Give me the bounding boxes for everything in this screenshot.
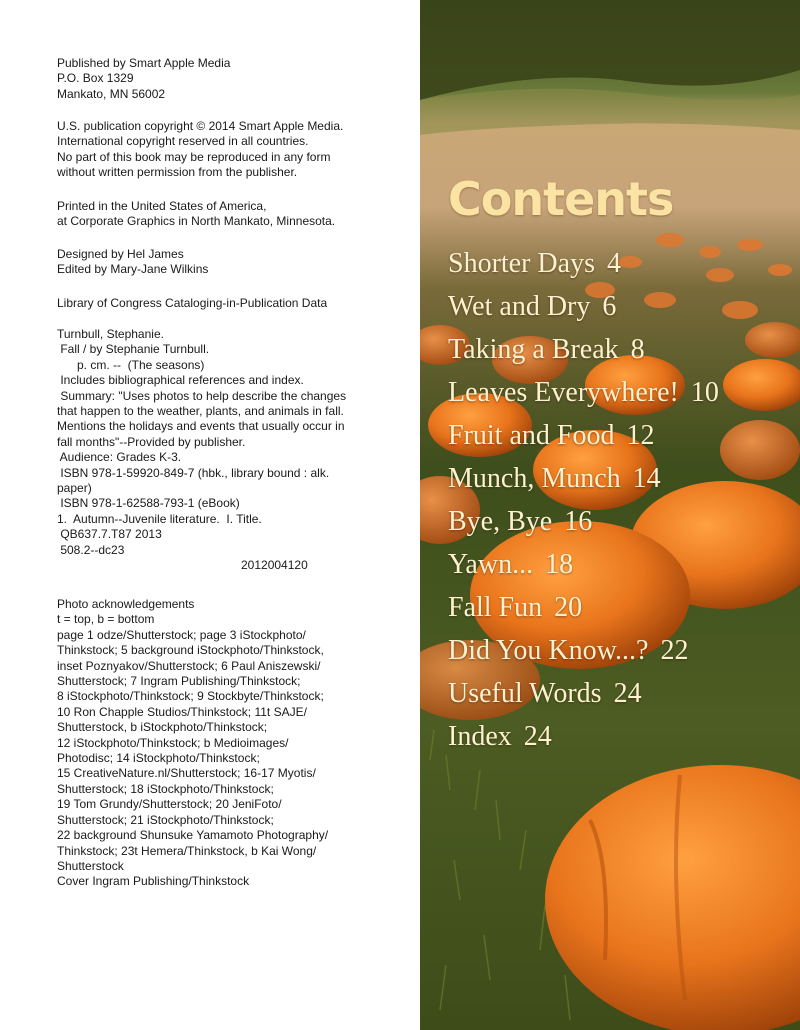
toc-item-page: 12 — [626, 420, 655, 451]
text-line: that happen to the weather, plants, and animals in fall. — [57, 404, 344, 419]
toc-item-page: 24 — [523, 721, 552, 752]
text-line: Designed by Hel James — [57, 247, 184, 261]
text-line: Shutterstock; 21 iStockphoto/Thinkstock; — [57, 812, 274, 827]
text-line: Library of Congress Cataloging-in-Publication Data — [57, 296, 328, 310]
text-line: 19 Tom Grundy/Shutterstock; 20 JeniFoto/ — [57, 797, 282, 812]
text-line: Edited by Mary-Jane Wilkins — [57, 262, 209, 277]
toc-item-label: Useful Words — [448, 678, 602, 709]
toc-item[interactable] — [448, 715, 719, 758]
text-line: 15 CreativeNature.nl/Shutterstock; 16-17 Myotis/ — [57, 766, 316, 781]
text-line: Photo acknowledgements — [57, 597, 195, 611]
cip-block — [57, 327, 346, 574]
text-line: Printed in the United States of America, — [57, 199, 267, 213]
toc-item[interactable] — [448, 629, 719, 672]
text-line: Shutterstock; 7 Ingram Publishing/Thinkstock; — [57, 674, 301, 689]
toc-item-label: Leaves Everywhere! — [448, 377, 679, 408]
text-line: International copyright reserved in all countries. — [57, 134, 309, 149]
text-line: inset Poznyakov/Shutterstock; 6 Paul Aniszewski/ — [57, 658, 321, 673]
contents-title: Contents — [448, 172, 674, 226]
photo-acknowledgements — [57, 597, 328, 890]
text-line: paper) — [57, 481, 92, 496]
text-line: No part of this book may be reproduced in any form — [57, 149, 331, 164]
text-line: ISBN 978-1-59920-849-7 (hbk., library bound : alk. — [57, 465, 330, 480]
toc-item-page: 20 — [554, 592, 583, 623]
text-line: Thinkstock; 23t Hemera/Thinkstock, b Kai Wong/ — [57, 843, 317, 858]
text-line: Shutterstock — [57, 858, 124, 873]
text-line: t = top, b = bottom — [57, 612, 155, 627]
toc-item-page: 18 — [545, 549, 574, 580]
toc-item[interactable] — [448, 242, 719, 285]
text-line: Audience: Grades K-3. — [57, 450, 182, 465]
text-line: Summary: "Uses photos to help describe the changes — [57, 388, 347, 403]
toc-item-label: Yawn... — [448, 549, 534, 580]
toc-item-label: Shorter Days — [448, 248, 595, 279]
toc-item[interactable] — [448, 500, 719, 543]
credits-block — [57, 247, 208, 278]
toc-item-label: Fall Fun — [448, 592, 543, 623]
text-line: fall months"--Provided by publisher. — [57, 434, 246, 449]
toc-item-label: Taking a Break — [448, 334, 619, 365]
text-line: p. cm. -- (The seasons) — [57, 357, 205, 372]
text-line: Fall / by Stephanie Turnbull. — [57, 342, 210, 357]
toc-item-page: 14 — [632, 463, 661, 494]
toc-item-label: Fruit and Food — [448, 420, 615, 451]
text-line: page 1 odze/Shutterstock; page 3 iStockphoto/ — [57, 627, 306, 642]
text-line: P.O. Box 1329 — [57, 71, 134, 86]
toc-item-page: 22 — [660, 635, 689, 666]
text-line: Shutterstock, b iStockphoto/Thinkstock; — [57, 720, 268, 735]
text-line: Published by Smart Apple Media — [57, 56, 231, 70]
toc-item-label: Index — [448, 721, 512, 752]
text-line: 8 iStockphoto/Thinkstock; 9 Stockbyte/Thinkstock; — [57, 689, 324, 704]
text-line: U.S. publication copyright © 2014 Smart Apple Media. — [57, 119, 344, 133]
toc-item-page: 10 — [690, 377, 719, 408]
text-line: 12 iStockphoto/Thinkstock; b Medioimages/ — [57, 735, 289, 750]
text-line: 508.2--dc23 — [57, 542, 125, 557]
toc-item[interactable] — [448, 328, 719, 371]
toc-item[interactable] — [448, 543, 719, 586]
contents-page — [420, 0, 800, 1030]
publisher-block — [57, 56, 230, 102]
text-line: Cover Ingram Publishing/Thinkstock — [57, 874, 250, 889]
text-line: ISBN 978-1-62588-793-1 (eBook) — [57, 496, 240, 511]
printing-block — [57, 199, 335, 230]
toc-item[interactable] — [448, 586, 719, 629]
toc-item-page: 8 — [630, 334, 645, 365]
toc-item-label: Wet and Dry — [448, 291, 591, 322]
text-line: Turnbull, Stephanie. — [57, 327, 164, 341]
text-line: 1. Autumn--Juvenile literature. I. Title. — [57, 511, 262, 526]
text-line: 10 Ron Chapple Studios/Thinkstock; 11t SAJE/ — [57, 704, 307, 719]
toc-item-label: Munch, Munch — [448, 463, 621, 494]
toc-item[interactable] — [448, 285, 719, 328]
toc-item-page: 16 — [564, 506, 593, 537]
toc-item-label: Bye, Bye — [448, 506, 553, 537]
text-line: Mankato, MN 56002 — [57, 86, 166, 101]
toc-item[interactable] — [448, 672, 719, 715]
copyright-block — [57, 119, 343, 181]
text-line: Includes bibliographical references and index. — [57, 373, 304, 388]
toc-item-page: 4 — [606, 248, 621, 279]
text-line: without written permission from the publisher. — [57, 165, 298, 180]
cip-heading — [57, 296, 327, 311]
text-line: Mentions the holidays and events that usually occur in — [57, 419, 345, 434]
text-line: Photodisc; 14 iStockphoto/Thinkstock; — [57, 751, 260, 766]
table-of-contents — [448, 242, 719, 758]
toc-item-page: 24 — [613, 678, 642, 709]
text-line: Thinkstock; 5 background iStockphoto/Thinkstock, — [57, 643, 324, 658]
toc-item[interactable] — [448, 457, 719, 500]
text-line: Shutterstock; 18 iStockphoto/Thinkstock; — [57, 781, 274, 796]
toc-item-page: 6 — [602, 291, 617, 322]
text-line: 22 background Shunsuke Yamamoto Photography/ — [57, 828, 329, 843]
toc-item[interactable] — [448, 414, 719, 457]
text-line: QB637.7.T87 2013 — [57, 527, 162, 542]
control-number: 2012004120 — [241, 558, 308, 573]
toc-item[interactable] — [448, 371, 719, 414]
toc-item-label: Did You Know...? — [448, 635, 649, 666]
text-line: at Corporate Graphics in North Mankato, Minnesota. — [57, 214, 336, 229]
